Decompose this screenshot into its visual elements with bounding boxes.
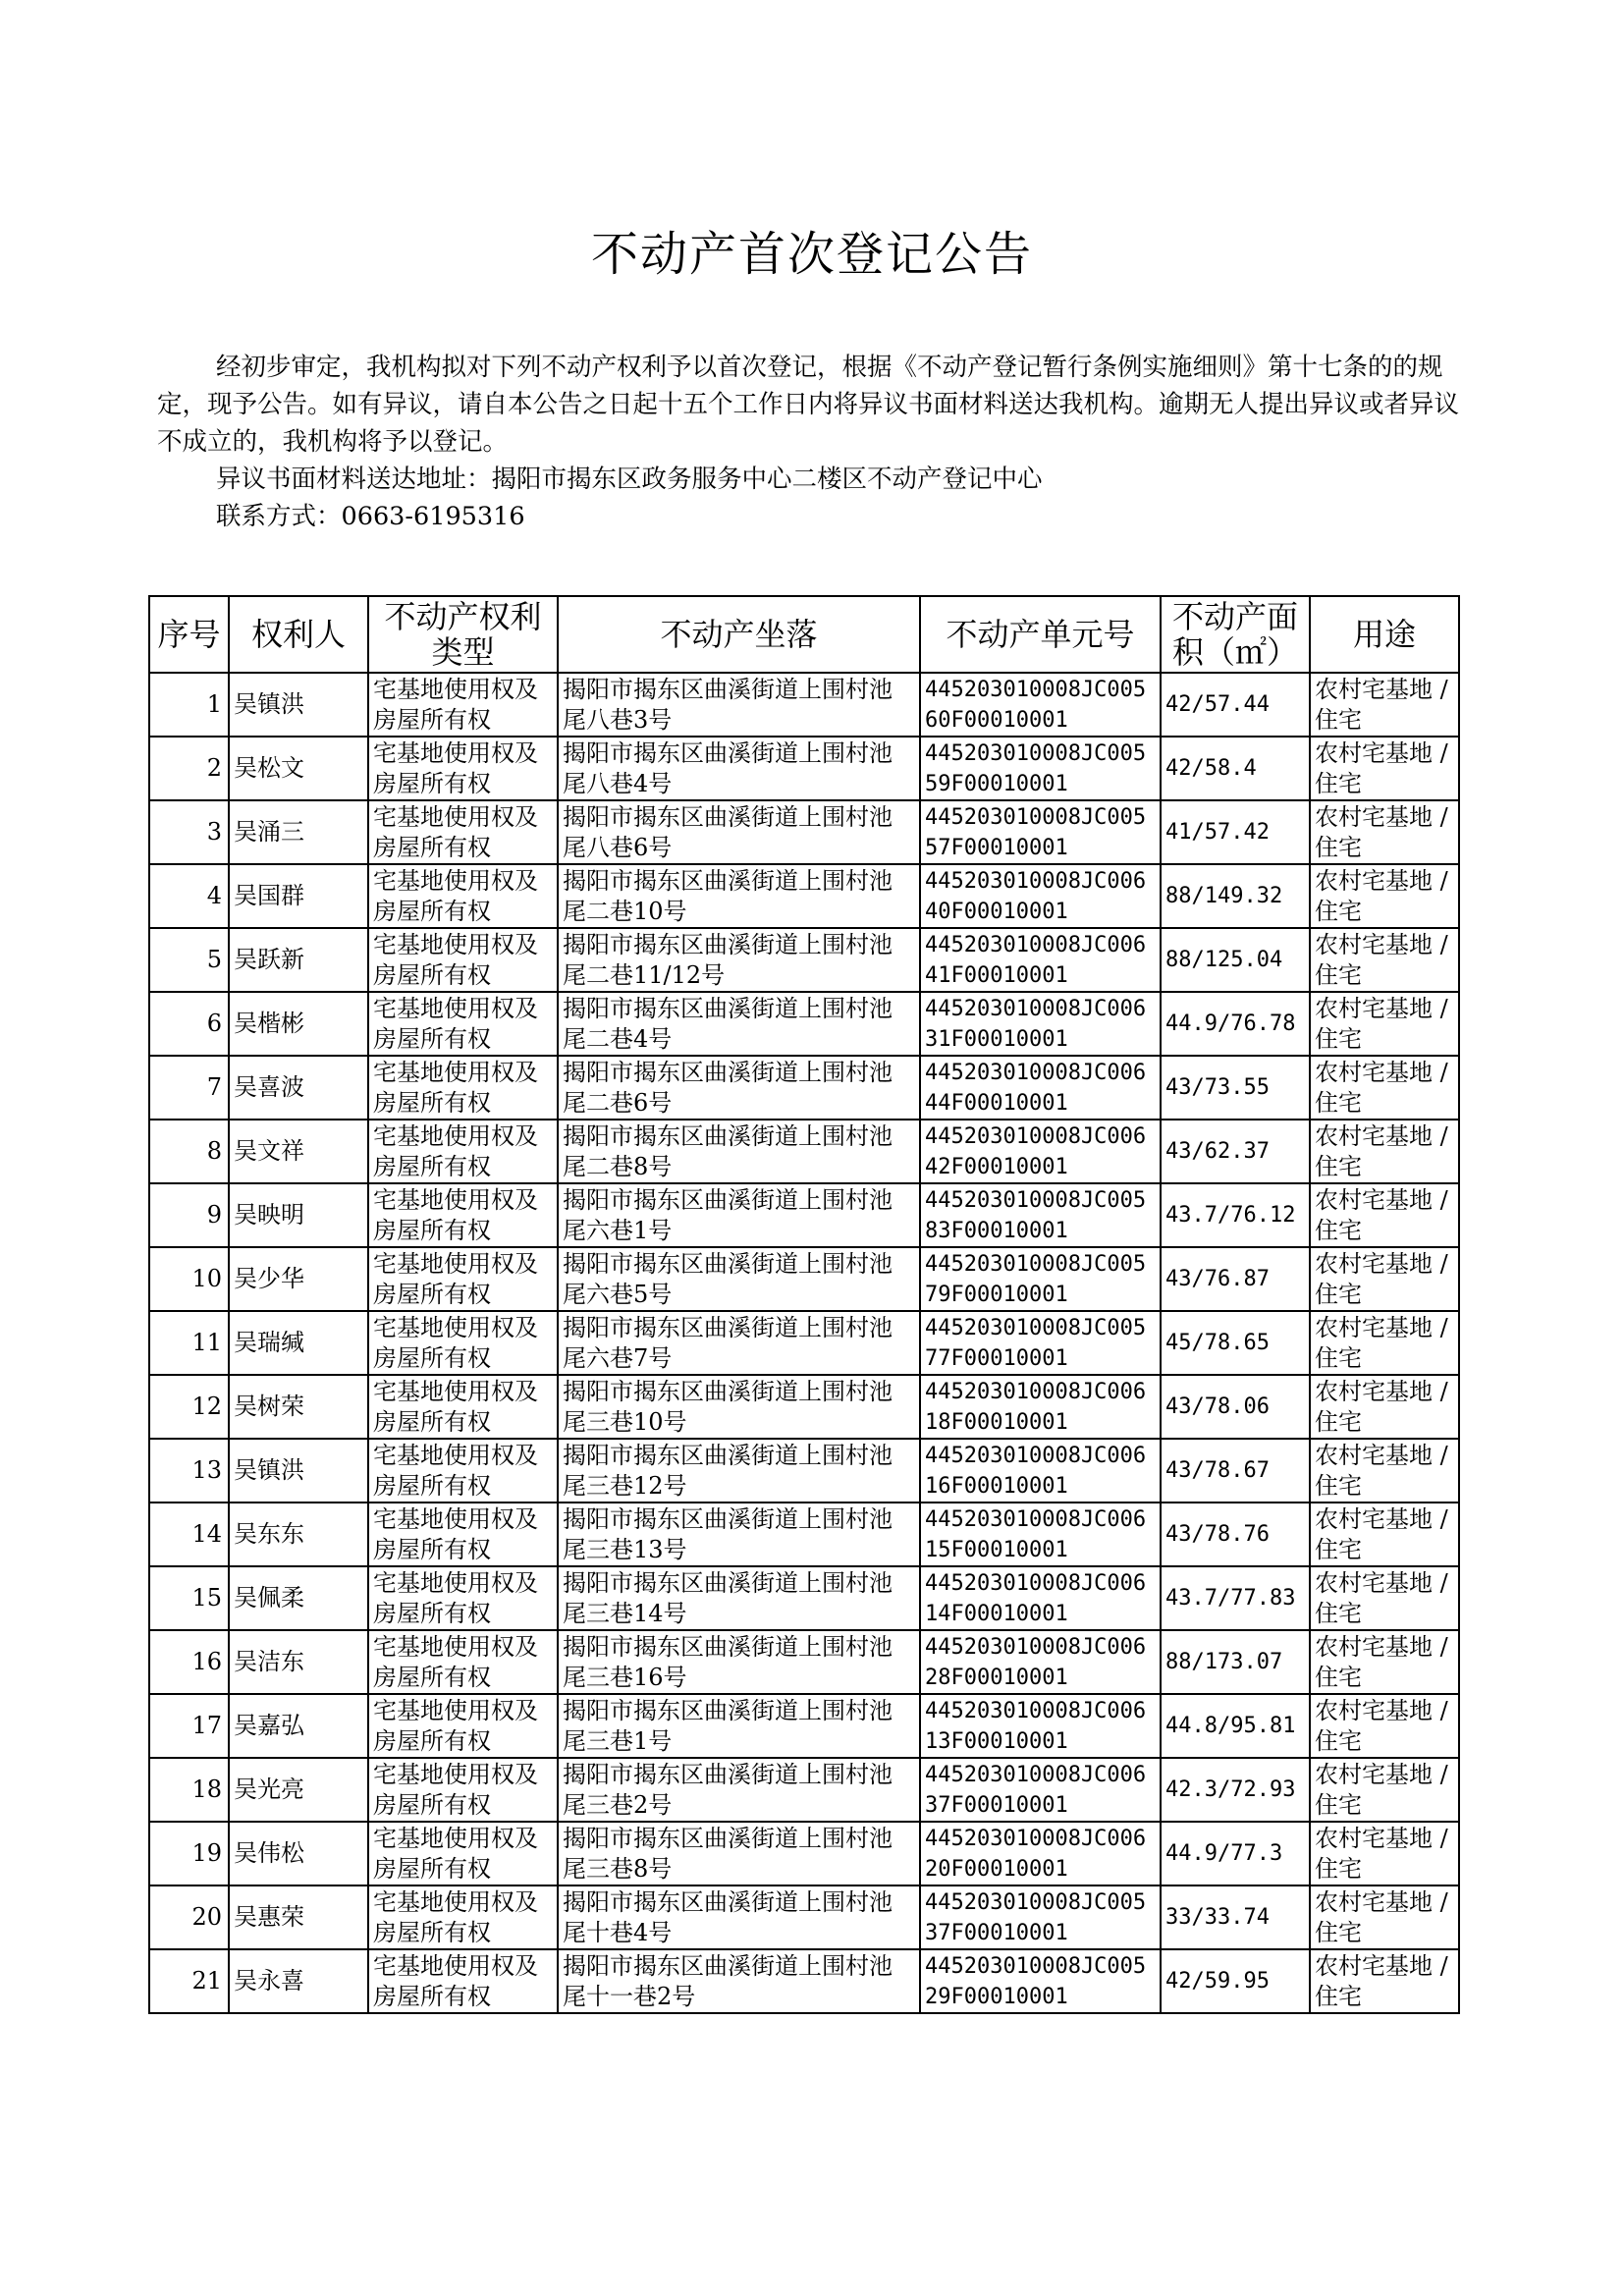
cell-seq: 19	[149, 1822, 229, 1885]
table-row	[149, 1694, 1459, 1758]
cell-owner: 吴镇洪	[229, 1439, 368, 1503]
cell-owner: 吴佩柔	[229, 1566, 368, 1630]
cell-owner: 吴映明	[229, 1183, 368, 1247]
cell-usage: 农村宅基地 / 住宅	[1310, 1758, 1459, 1822]
cell-owner: 吴国群	[229, 864, 368, 928]
cell-unit-no: 445203010008JC00557F00010001	[920, 800, 1161, 864]
table-row	[149, 1183, 1459, 1247]
table-row	[149, 1949, 1459, 2013]
cell-right-type: 宅基地使用权及房屋所有权	[368, 1885, 558, 1949]
cell-location: 揭阳市揭东区曲溪街道上围村池尾八巷4号	[558, 737, 920, 800]
cell-area: 42/57.44	[1161, 673, 1310, 737]
cell-location: 揭阳市揭东区曲溪街道上围村池尾八巷6号	[558, 800, 920, 864]
cell-location: 揭阳市揭东区曲溪街道上围村池尾二巷6号	[558, 1056, 920, 1120]
table-row	[149, 1311, 1459, 1375]
header-location: 不动产坐落	[558, 596, 920, 673]
address-line: 异议书面材料送达地址：揭阳市揭东区政务服务中心二楼区不动产登记中心	[216, 464, 1043, 494]
cell-area: 43/78.76	[1161, 1503, 1310, 1566]
cell-right-type: 宅基地使用权及房屋所有权	[368, 1566, 558, 1630]
cell-unit-no: 445203010008JC00615F00010001	[920, 1503, 1161, 1566]
cell-owner: 吴伟松	[229, 1822, 368, 1885]
cell-seq: 2	[149, 737, 229, 800]
cell-usage: 农村宅基地 / 住宅	[1310, 1183, 1459, 1247]
cell-unit-no: 445203010008JC00579F00010001	[920, 1247, 1161, 1311]
cell-right-type: 宅基地使用权及房屋所有权	[368, 1758, 558, 1822]
cell-usage: 农村宅基地 / 住宅	[1310, 928, 1459, 992]
cell-location: 揭阳市揭东区曲溪街道上围村池尾三巷16号	[558, 1630, 920, 1694]
cell-location: 揭阳市揭东区曲溪街道上围村池尾二巷4号	[558, 992, 920, 1056]
table-row	[149, 800, 1459, 864]
intro-paragraph: 经初步审定，我机构拟对下列不动产权利予以首次登记，根据《不动产登记暂行条例实施细则》第十七条的的规定，现予公告。如有异议，请自本公告之日起十五个工作日内将异议书面材料送达我机构。逾期无人提出异议或者异议不成立的，我机构将予以登记。	[157, 353, 1460, 457]
cell-usage: 农村宅基地 / 住宅	[1310, 1822, 1459, 1885]
cell-usage: 农村宅基地 / 住宅	[1310, 1630, 1459, 1694]
cell-location: 揭阳市揭东区曲溪街道上围村池尾三巷13号	[558, 1503, 920, 1566]
cell-right-type: 宅基地使用权及房屋所有权	[368, 1694, 558, 1758]
cell-usage: 农村宅基地 / 住宅	[1310, 1056, 1459, 1120]
cell-usage: 农村宅基地 / 住宅	[1310, 1247, 1459, 1311]
cell-seq: 6	[149, 992, 229, 1056]
header-seq: 序号	[149, 596, 229, 673]
cell-owner: 吴镇洪	[229, 673, 368, 737]
cell-right-type: 宅基地使用权及房屋所有权	[368, 800, 558, 864]
cell-seq: 14	[149, 1503, 229, 1566]
cell-seq: 17	[149, 1694, 229, 1758]
cell-location: 揭阳市揭东区曲溪街道上围村池尾三巷14号	[558, 1566, 920, 1630]
header-owner: 权利人	[229, 596, 368, 673]
cell-right-type: 宅基地使用权及房屋所有权	[368, 1822, 558, 1885]
table-row	[149, 1566, 1459, 1630]
table-row	[149, 1247, 1459, 1311]
table-row	[149, 737, 1459, 800]
table-row	[149, 1630, 1459, 1694]
cell-seq: 8	[149, 1120, 229, 1183]
cell-owner: 吴嘉弘	[229, 1694, 368, 1758]
table-row	[149, 1439, 1459, 1503]
cell-usage: 农村宅基地 / 住宅	[1310, 1311, 1459, 1375]
table-row	[149, 992, 1459, 1056]
cell-right-type: 宅基地使用权及房屋所有权	[368, 1503, 558, 1566]
table-row	[149, 1503, 1459, 1566]
cell-unit-no: 445203010008JC00640F00010001	[920, 864, 1161, 928]
cell-area: 88/125.04	[1161, 928, 1310, 992]
cell-area: 88/149.32	[1161, 864, 1310, 928]
cell-unit-no: 445203010008JC00583F00010001	[920, 1183, 1161, 1247]
registration-table	[148, 595, 1460, 2014]
header-usage: 用途	[1310, 596, 1459, 673]
cell-seq: 10	[149, 1247, 229, 1311]
cell-owner: 吴喜波	[229, 1056, 368, 1120]
cell-area: 43/62.37	[1161, 1120, 1310, 1183]
cell-usage: 农村宅基地 / 住宅	[1310, 1120, 1459, 1183]
cell-usage: 农村宅基地 / 住宅	[1310, 1503, 1459, 1566]
cell-right-type: 宅基地使用权及房屋所有权	[368, 928, 558, 992]
cell-right-type: 宅基地使用权及房屋所有权	[368, 1375, 558, 1439]
cell-seq: 7	[149, 1056, 229, 1120]
cell-location: 揭阳市揭东区曲溪街道上围村池尾三巷1号	[558, 1694, 920, 1758]
cell-right-type: 宅基地使用权及房屋所有权	[368, 864, 558, 928]
cell-usage: 农村宅基地 / 住宅	[1310, 673, 1459, 737]
contact-line: 联系方式：0663-6195316	[216, 502, 525, 531]
cell-location: 揭阳市揭东区曲溪街道上围村池尾二巷8号	[558, 1120, 920, 1183]
cell-area: 41/57.42	[1161, 800, 1310, 864]
table-row	[149, 864, 1459, 928]
cell-owner: 吴洁东	[229, 1630, 368, 1694]
cell-usage: 农村宅基地 / 住宅	[1310, 1694, 1459, 1758]
cell-owner: 吴光亮	[229, 1758, 368, 1822]
cell-seq: 1	[149, 673, 229, 737]
cell-location: 揭阳市揭东区曲溪街道上围村池尾三巷12号	[558, 1439, 920, 1503]
cell-unit-no: 445203010008JC00641F00010001	[920, 928, 1161, 992]
cell-unit-no: 445203010008JC00613F00010001	[920, 1694, 1161, 1758]
cell-location: 揭阳市揭东区曲溪街道上围村池尾十巷4号	[558, 1885, 920, 1949]
table-row	[149, 1120, 1459, 1183]
cell-usage: 农村宅基地 / 住宅	[1310, 737, 1459, 800]
cell-right-type: 宅基地使用权及房屋所有权	[368, 1120, 558, 1183]
cell-right-type: 宅基地使用权及房屋所有权	[368, 1949, 558, 2013]
cell-owner: 吴松文	[229, 737, 368, 800]
cell-location: 揭阳市揭东区曲溪街道上围村池尾十一巷2号	[558, 1949, 920, 2013]
cell-seq: 5	[149, 928, 229, 992]
cell-owner: 吴楷彬	[229, 992, 368, 1056]
cell-area: 43/78.67	[1161, 1439, 1310, 1503]
table-header-row	[149, 596, 1459, 673]
cell-owner: 吴涌三	[229, 800, 368, 864]
cell-area: 43.7/77.83	[1161, 1566, 1310, 1630]
cell-location: 揭阳市揭东区曲溪街道上围村池尾八巷3号	[558, 673, 920, 737]
cell-location: 揭阳市揭东区曲溪街道上围村池尾三巷10号	[558, 1375, 920, 1439]
cell-unit-no: 445203010008JC00618F00010001	[920, 1375, 1161, 1439]
cell-area: 33/33.74	[1161, 1885, 1310, 1949]
cell-owner: 吴少华	[229, 1247, 368, 1311]
cell-usage: 农村宅基地 / 住宅	[1310, 992, 1459, 1056]
cell-owner: 吴文祥	[229, 1120, 368, 1183]
cell-right-type: 宅基地使用权及房屋所有权	[368, 1183, 558, 1247]
cell-seq: 21	[149, 1949, 229, 2013]
cell-usage: 农村宅基地 / 住宅	[1310, 1375, 1459, 1439]
cell-usage: 农村宅基地 / 住宅	[1310, 1439, 1459, 1503]
cell-usage: 农村宅基地 / 住宅	[1310, 864, 1459, 928]
cell-unit-no: 445203010008JC00637F00010001	[920, 1758, 1161, 1822]
cell-area: 45/78.65	[1161, 1311, 1310, 1375]
cell-unit-no: 445203010008JC00529F00010001	[920, 1949, 1161, 2013]
header-area: 不动产面积（㎡）	[1161, 596, 1310, 673]
cell-seq: 20	[149, 1885, 229, 1949]
cell-location: 揭阳市揭东区曲溪街道上围村池尾三巷2号	[558, 1758, 920, 1822]
cell-unit-no: 445203010008JC00616F00010001	[920, 1439, 1161, 1503]
cell-location: 揭阳市揭东区曲溪街道上围村池尾六巷1号	[558, 1183, 920, 1247]
cell-owner: 吴树荣	[229, 1375, 368, 1439]
cell-area: 42/59.95	[1161, 1949, 1310, 2013]
cell-right-type: 宅基地使用权及房屋所有权	[368, 1630, 558, 1694]
cell-seq: 12	[149, 1375, 229, 1439]
cell-unit-no: 445203010008JC00614F00010001	[920, 1566, 1161, 1630]
table-row	[149, 928, 1459, 992]
cell-seq: 16	[149, 1630, 229, 1694]
cell-unit-no: 445203010008JC00620F00010001	[920, 1822, 1161, 1885]
cell-owner: 吴惠荣	[229, 1885, 368, 1949]
cell-unit-no: 445203010008JC00642F00010001	[920, 1120, 1161, 1183]
cell-right-type: 宅基地使用权及房屋所有权	[368, 1056, 558, 1120]
cell-area: 43.7/76.12	[1161, 1183, 1310, 1247]
cell-area: 44.8/95.81	[1161, 1694, 1310, 1758]
cell-right-type: 宅基地使用权及房屋所有权	[368, 1247, 558, 1311]
cell-unit-no: 445203010008JC00537F00010001	[920, 1885, 1161, 1949]
cell-usage: 农村宅基地 / 住宅	[1310, 1949, 1459, 2013]
cell-usage: 农村宅基地 / 住宅	[1310, 800, 1459, 864]
cell-seq: 11	[149, 1311, 229, 1375]
table-row	[149, 673, 1459, 737]
cell-area: 43/78.06	[1161, 1375, 1310, 1439]
cell-area: 44.9/76.78	[1161, 992, 1310, 1056]
table-row	[149, 1885, 1459, 1949]
cell-area: 44.9/77.3	[1161, 1822, 1310, 1885]
table-row	[149, 1056, 1459, 1120]
cell-seq: 18	[149, 1758, 229, 1822]
cell-right-type: 宅基地使用权及房屋所有权	[368, 673, 558, 737]
cell-owner: 吴瑞缄	[229, 1311, 368, 1375]
cell-location: 揭阳市揭东区曲溪街道上围村池尾二巷11/12号	[558, 928, 920, 992]
cell-area: 43/76.87	[1161, 1247, 1310, 1311]
cell-right-type: 宅基地使用权及房屋所有权	[368, 992, 558, 1056]
header-unit-no: 不动产单元号	[920, 596, 1161, 673]
page-title: 不动产首次登记公告	[590, 227, 1033, 282]
cell-unit-no: 445203010008JC00559F00010001	[920, 737, 1161, 800]
cell-seq: 15	[149, 1566, 229, 1630]
cell-owner: 吴跃新	[229, 928, 368, 992]
cell-location: 揭阳市揭东区曲溪街道上围村池尾六巷5号	[558, 1247, 920, 1311]
cell-unit-no: 445203010008JC00631F00010001	[920, 992, 1161, 1056]
cell-seq: 4	[149, 864, 229, 928]
cell-right-type: 宅基地使用权及房屋所有权	[368, 737, 558, 800]
cell-unit-no: 445203010008JC00577F00010001	[920, 1311, 1161, 1375]
cell-usage: 农村宅基地 / 住宅	[1310, 1885, 1459, 1949]
cell-seq: 13	[149, 1439, 229, 1503]
cell-location: 揭阳市揭东区曲溪街道上围村池尾三巷8号	[558, 1822, 920, 1885]
cell-area: 88/173.07	[1161, 1630, 1310, 1694]
cell-owner: 吴永喜	[229, 1949, 368, 2013]
header-right-type: 不动产权利类型	[368, 596, 558, 673]
table-row	[149, 1758, 1459, 1822]
cell-seq: 3	[149, 800, 229, 864]
cell-unit-no: 445203010008JC00560F00010001	[920, 673, 1161, 737]
table-row	[149, 1375, 1459, 1439]
cell-right-type: 宅基地使用权及房屋所有权	[368, 1439, 558, 1503]
cell-area: 43/73.55	[1161, 1056, 1310, 1120]
cell-area: 42.3/72.93	[1161, 1758, 1310, 1822]
cell-owner: 吴东东	[229, 1503, 368, 1566]
cell-location: 揭阳市揭东区曲溪街道上围村池尾六巷7号	[558, 1311, 920, 1375]
cell-usage: 农村宅基地 / 住宅	[1310, 1566, 1459, 1630]
cell-area: 42/58.4	[1161, 737, 1310, 800]
table-row	[149, 1822, 1459, 1885]
cell-seq: 9	[149, 1183, 229, 1247]
cell-unit-no: 445203010008JC00644F00010001	[920, 1056, 1161, 1120]
cell-unit-no: 445203010008JC00628F00010001	[920, 1630, 1161, 1694]
cell-right-type: 宅基地使用权及房屋所有权	[368, 1311, 558, 1375]
cell-location: 揭阳市揭东区曲溪街道上围村池尾二巷10号	[558, 864, 920, 928]
